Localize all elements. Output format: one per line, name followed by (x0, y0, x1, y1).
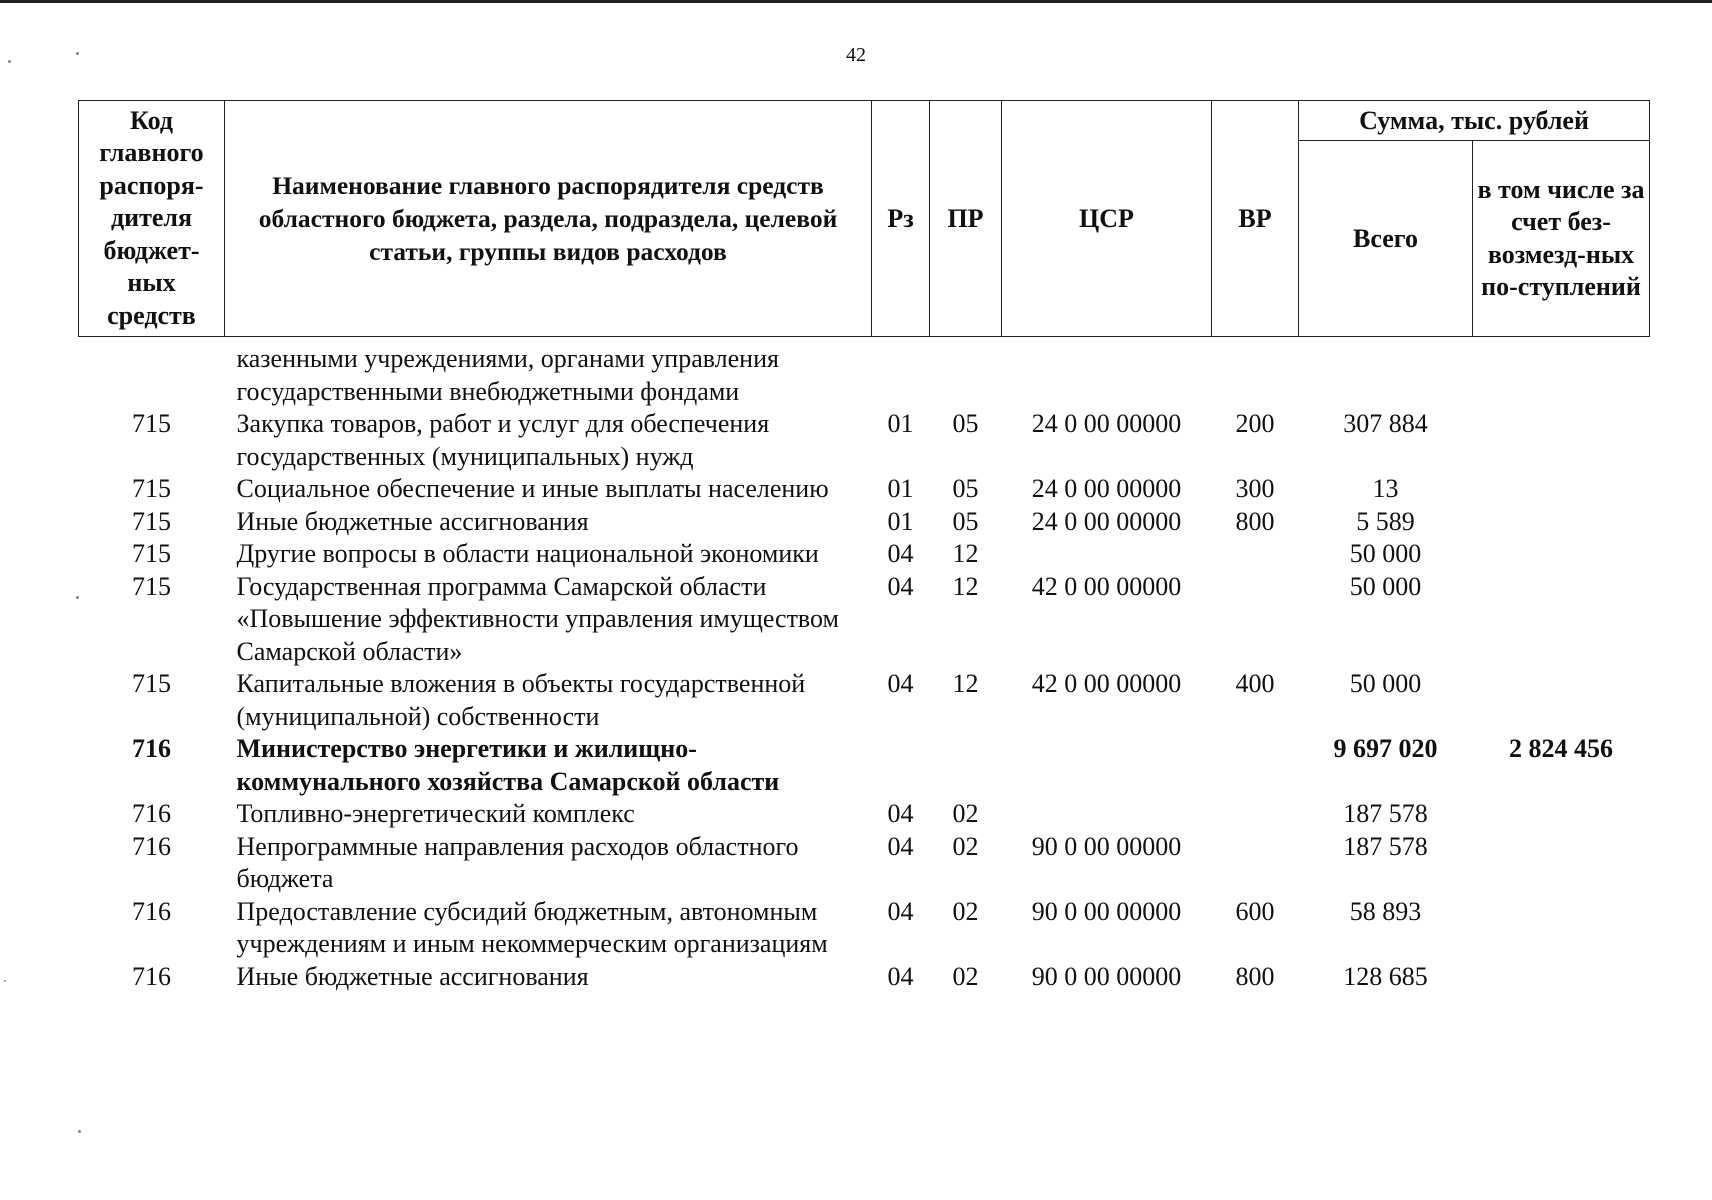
total-cell: 13 (1372, 474, 1399, 503)
rz-cell: 04 (887, 571, 914, 601)
rz-cell: 04 (887, 831, 914, 861)
name-cell: Другие вопросы в области национальной экономики (236, 539, 819, 568)
vr-cell (1212, 798, 1299, 831)
free-cell (1473, 337, 1650, 409)
csr-cell: 90 0 00 00000 (1031, 831, 1182, 861)
table-row (79, 408, 1650, 473)
table-row (79, 961, 1650, 994)
csr-cell (1002, 538, 1212, 571)
free-cell (1473, 571, 1650, 669)
header-name: Наименование главного распорядителя средств областного бюджета, раздела, подраздела, целевой статьи, группы видов расходов (225, 101, 872, 337)
total-cell: 50 000 (1349, 539, 1422, 568)
page-number: 42 (846, 44, 866, 66)
vr-cell: 400 (1235, 669, 1275, 698)
code-cell: 716 (132, 799, 171, 828)
code-cell: 715 (132, 474, 171, 503)
header-code: Код главного распоря-дителя бюджет-ных средств (79, 101, 225, 337)
rz-cell: 01 (887, 409, 914, 438)
code-cell: 715 (132, 539, 171, 568)
pr-cell (930, 337, 1002, 409)
code-cell: 715 (132, 669, 171, 698)
rz-cell: 04 (887, 896, 914, 926)
header-total: Всего (1299, 141, 1473, 337)
name-cell: Иные бюджетные ассигнования (236, 961, 589, 991)
csr-cell (1002, 337, 1212, 409)
vr-cell (1212, 733, 1299, 798)
code-cell: 715 (132, 571, 171, 601)
name-cell: Закупка товаров, работ и услуг для обеспечения государственных (муниципальных) нужд (236, 409, 770, 471)
total-cell: 9 697 020 (1333, 734, 1438, 763)
name-cell: Непрограммные направления расходов областного бюджета (236, 831, 799, 893)
table-body (79, 337, 1650, 994)
header-vr: ВР (1212, 101, 1299, 337)
csr-cell (1002, 733, 1212, 798)
total-cell: 307 884 (1343, 409, 1428, 438)
budget-table (78, 100, 1650, 993)
total-cell: 128 685 (1343, 961, 1428, 991)
code-cell (79, 337, 225, 409)
table-row (79, 798, 1650, 831)
free-cell (1473, 408, 1650, 473)
table-header (79, 101, 1650, 337)
free-cell (1473, 831, 1650, 896)
free-cell: 2 824 456 (1509, 734, 1613, 763)
vr-cell (1212, 571, 1299, 669)
free-cell (1473, 473, 1650, 506)
free-cell (1473, 668, 1650, 733)
rz-cell (872, 337, 930, 409)
csr-cell: 42 0 00 00000 (1031, 669, 1182, 698)
name-cell: Топливно-энергетический комплекс (236, 799, 635, 828)
total-cell: 50 000 (1349, 669, 1422, 698)
pr-cell: 02 (952, 961, 979, 991)
vr-cell: 600 (1235, 896, 1275, 926)
total-cell: 5 589 (1356, 506, 1415, 536)
csr-cell: 90 0 00 00000 (1031, 961, 1182, 991)
pr-cell: 05 (952, 409, 979, 438)
pr-cell (930, 733, 1002, 798)
table-row (79, 571, 1650, 669)
table-row (79, 733, 1650, 798)
csr-cell (1002, 798, 1212, 831)
vr-cell (1212, 831, 1299, 896)
table-row (79, 896, 1650, 961)
total-cell: 187 578 (1343, 831, 1428, 861)
pr-cell: 05 (952, 506, 979, 536)
vr-cell: 800 (1235, 506, 1275, 536)
vr-cell: 200 (1235, 409, 1275, 438)
pr-cell: 12 (952, 571, 979, 601)
header-csr: ЦСР (1002, 101, 1212, 337)
code-cell: 716 (132, 831, 171, 861)
csr-cell: 24 0 00 00000 (1031, 474, 1182, 503)
total-cell: 58 893 (1349, 896, 1422, 926)
free-cell (1473, 506, 1650, 539)
table-row (79, 506, 1650, 539)
rz-cell: 01 (887, 506, 914, 536)
free-cell (1473, 961, 1650, 994)
csr-cell: 42 0 00 00000 (1031, 571, 1182, 601)
rz-cell (872, 733, 930, 798)
code-cell: 716 (132, 961, 171, 991)
total-cell (1299, 337, 1473, 409)
code-cell: 716 (132, 734, 171, 763)
vr-cell (1212, 538, 1299, 571)
table-row (79, 668, 1650, 733)
code-cell: 716 (132, 896, 171, 926)
pr-cell: 05 (952, 474, 979, 503)
rz-cell: 04 (887, 539, 914, 568)
free-cell (1473, 798, 1650, 831)
table-row (79, 538, 1650, 571)
vr-cell: 800 (1235, 961, 1275, 991)
free-cell (1473, 538, 1650, 571)
vr-cell: 300 (1235, 474, 1275, 503)
header-sum: Сумма, тыс. рублей (1299, 101, 1650, 141)
name-cell: Государственная программа Самарской области «Повышение эффективности управления имуществом Самарской области» (236, 571, 839, 666)
csr-cell: 90 0 00 00000 (1031, 896, 1182, 926)
vr-cell (1212, 337, 1299, 409)
code-cell: 715 (132, 409, 171, 438)
rz-cell: 01 (887, 474, 914, 503)
rz-cell: 04 (887, 669, 914, 698)
table-row (79, 473, 1650, 506)
header-free: в том числе за счет без-возмезд-ных по-ступлений (1473, 141, 1650, 337)
pr-cell: 12 (952, 539, 979, 568)
total-cell: 50 000 (1349, 571, 1422, 601)
code-cell: 715 (132, 506, 171, 536)
csr-cell: 24 0 00 00000 (1031, 506, 1182, 536)
rz-cell: 04 (887, 961, 914, 991)
free-cell (1473, 896, 1650, 961)
scan-speck (76, 52, 79, 55)
name-cell: Капитальные вложения в объекты государственной (муниципальной) собственности (236, 669, 806, 731)
name-cell: Министерство энергетики и жилищно-коммунального хозяйства Самарской области (236, 734, 780, 796)
pr-cell: 02 (952, 896, 979, 926)
table-row (79, 831, 1650, 896)
scan-speck (8, 60, 11, 63)
csr-cell: 24 0 00 00000 (1031, 409, 1182, 438)
name-cell: Предоставление субсидий бюджетным, автономным учреждениям и иным некоммерческим организациям (236, 896, 828, 958)
header-rz: Рз (872, 101, 930, 337)
scan-speck (4, 980, 6, 982)
scan-speck (78, 1130, 81, 1133)
name-cell: Иные бюджетные ассигнования (236, 506, 589, 536)
name-cell: Социальное обеспечение и иные выплаты населению (236, 474, 829, 503)
header-pr: ПР (930, 101, 1002, 337)
table-row (79, 337, 1650, 409)
total-cell: 187 578 (1343, 799, 1428, 828)
pr-cell: 12 (952, 669, 979, 698)
pr-cell: 02 (952, 831, 979, 861)
rz-cell: 04 (887, 799, 914, 828)
name-cell: казенными учреждениями, органами управления государственными внебюджетными фондами (236, 344, 779, 406)
top-rule (0, 0, 1712, 3)
pr-cell: 02 (952, 799, 979, 828)
